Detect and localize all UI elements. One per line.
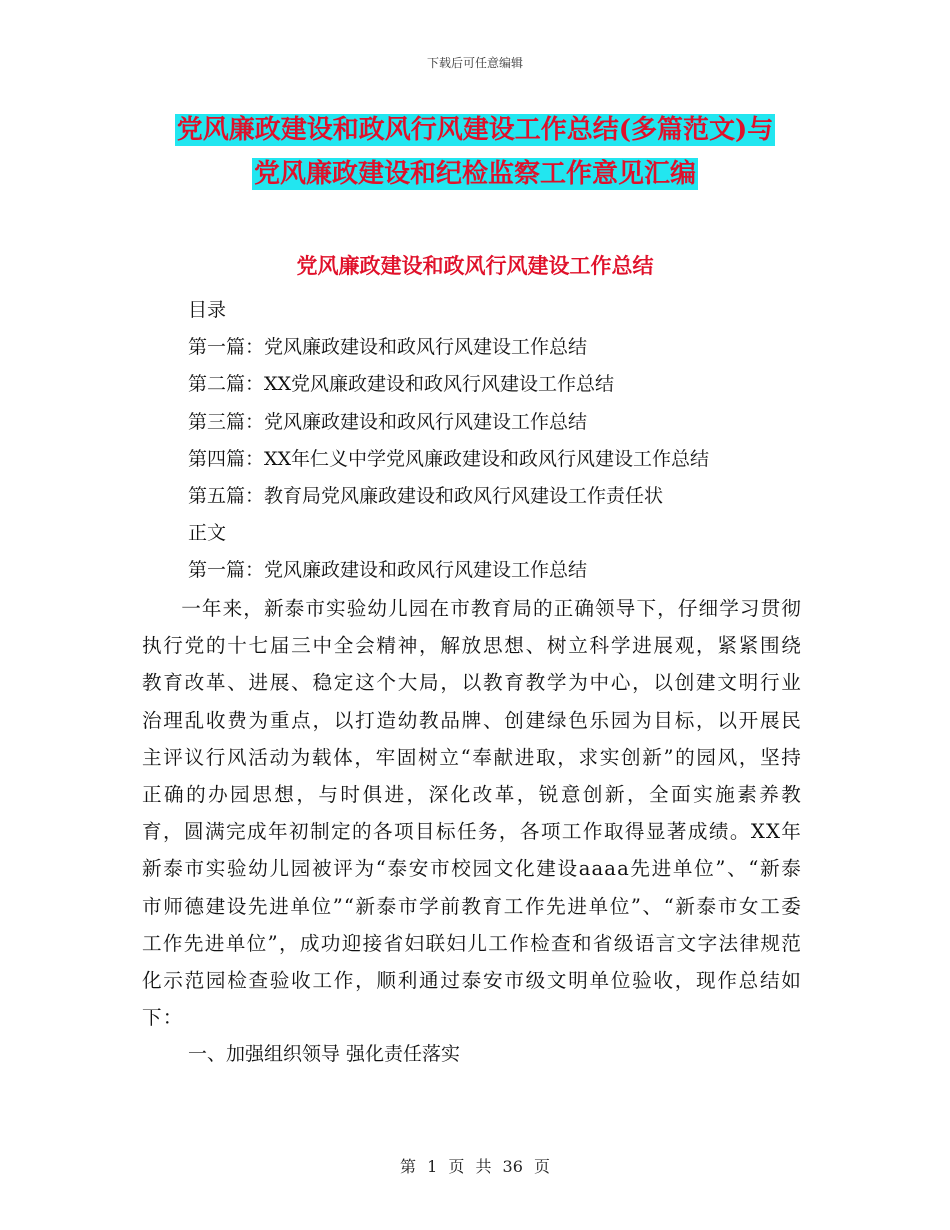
section-subtitle: 党风廉政建设和政风行风建设工作总结	[296, 253, 654, 278]
title-line-2-text: 党风廉政建设和纪检监察工作意见汇编	[253, 159, 696, 189]
toc-item: 第四篇：XX年仁义中学党风廉政建设和政风行风建设工作总结	[188, 447, 710, 470]
toc-item: 第五篇：教育局党风廉政建设和政风行风建设工作责任状	[188, 485, 664, 508]
section-heading-1: 一、加强组织领导 强化责任落实	[188, 1043, 461, 1065]
title-line-1-text: 党风廉政建设和政风行风建设工作总结(多篇范文)与	[176, 115, 774, 145]
table-of-contents	[188, 292, 838, 590]
document-title-line-1	[0, 112, 950, 148]
toc-item: 第三篇：党风廉政建设和政风行风建设工作总结	[188, 410, 588, 433]
toc-item: 第一篇：党风廉政建设和政风行风建设工作总结	[188, 336, 588, 359]
toc-item: 第二篇：XX党风廉政建设和政风行风建设工作总结	[188, 373, 615, 396]
body-heading: 正文	[188, 522, 227, 545]
document-title-line-2	[0, 156, 950, 192]
toc-heading: 目录	[188, 299, 227, 321]
page-footer: 第 1 页 共 36 页	[400, 1157, 550, 1176]
body-paragraph: 一年来，新泰市实验幼儿园在市教育局的正确领导下，仔细学习贯彻执行党的十七届三中全会精神，解放思想、树立科学进展观，紧紧围绕教育改革、进展、稳定这个大局，以教育教学为中心，以创建文明行业治理乱收费为重点，以打造幼教品牌、创建绿色乐园为目标，以开展民主评议行风活动为载体，牢固树立“奉献进取，求实创新”的园风，坚持正确的办园思想，与时俱进，深化改革，锐意创新，全面实施素养教育，圆满完成年初制定的各项目标任务，各项工作取得显著成绩。XX年新泰市实验幼儿园被评为“泰安市校园文化建设aaaa先进单位”、“新泰市师德建设先进单位”“新泰市学前教育工作先进单位”、“新泰市女工委工作先进单位”，成功迎接省妇联妇儿工作检查和省级语言文字法律规范化示范园检查验收工作，顺利通过泰安市级文明单位验收，现作总结如下：	[142, 597, 802, 1030]
first-article-heading: 第一篇：党风廉政建设和政风行风建设工作总结	[188, 559, 588, 582]
header-note: 下载后可任意编辑	[426, 56, 523, 70]
